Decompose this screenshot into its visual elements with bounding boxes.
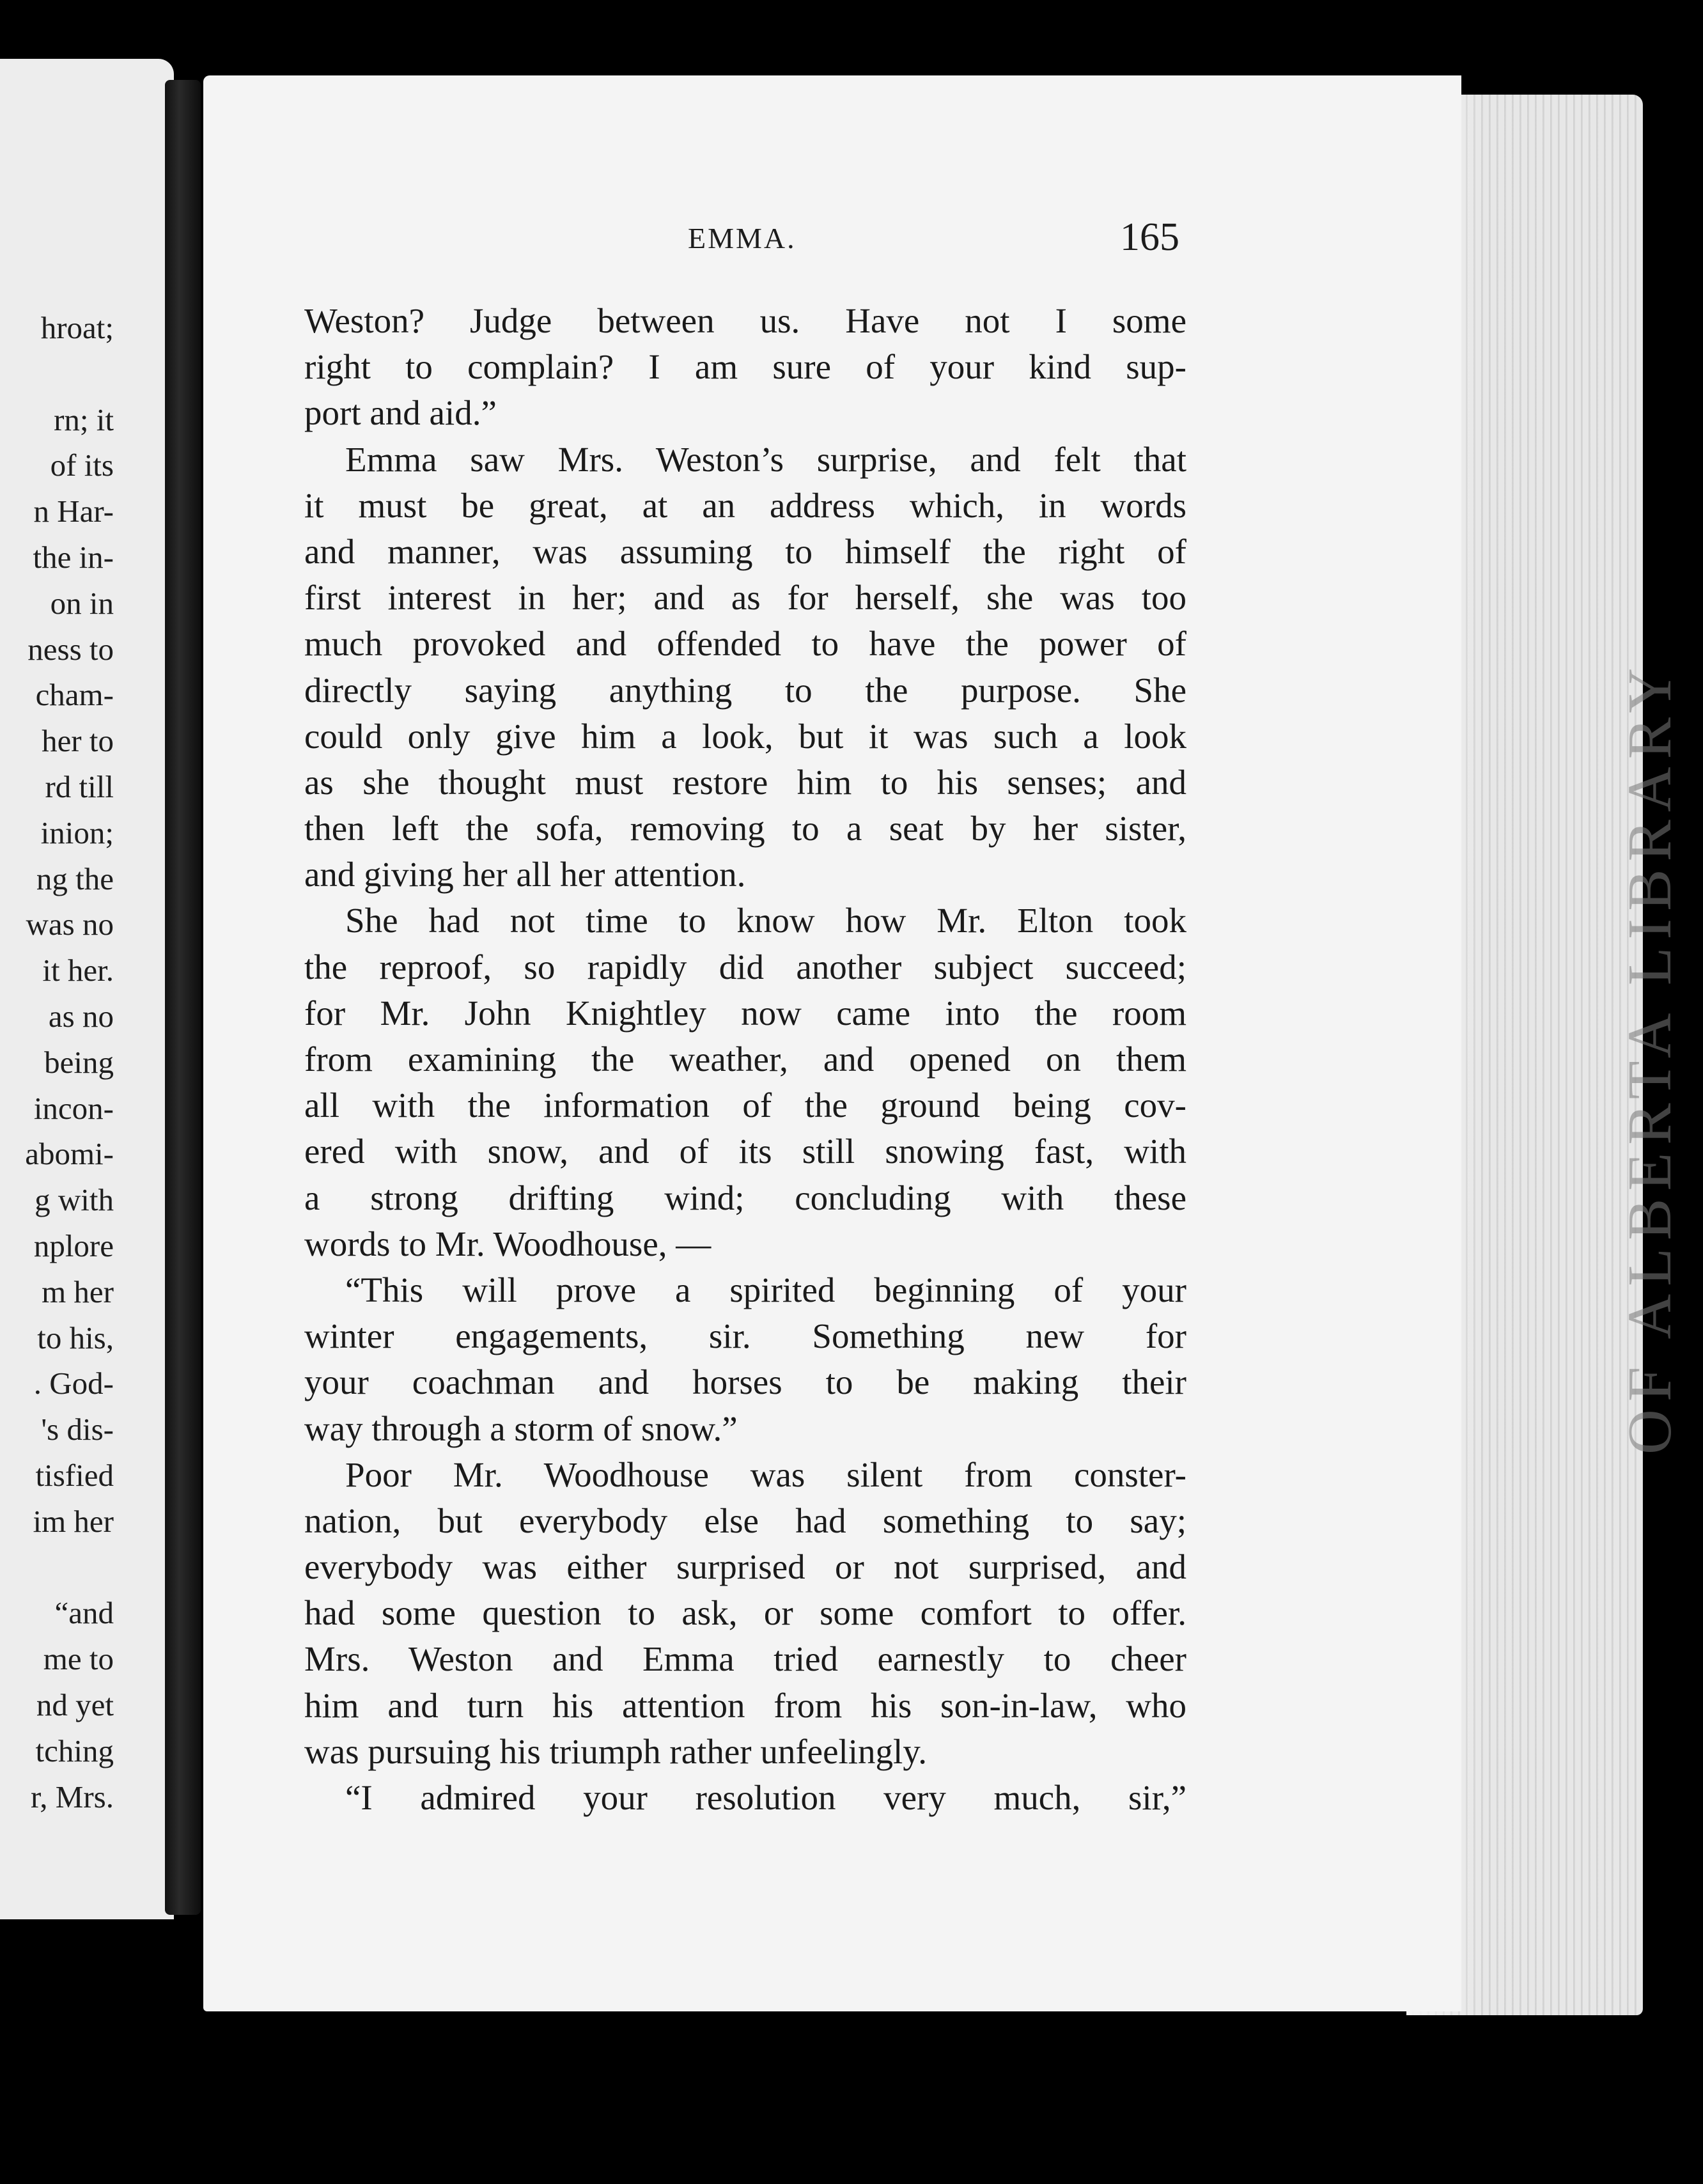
text-line: She had not time to know how Mr. Elton took <box>345 901 1186 940</box>
text-line: nation, but everybody else had something to say; <box>304 1501 1186 1540</box>
text-line: first interest in her; and as for herself, she was too <box>304 578 1186 618</box>
text-line: and manner, was assuming to himself the right of <box>304 531 1186 571</box>
left-page-line: tching <box>35 1733 114 1768</box>
text-line: everybody was either surprised or not surprised, and <box>304 1547 1186 1587</box>
left-page-line: ng the <box>36 861 114 896</box>
left-page-line: tisfied <box>35 1457 114 1493</box>
left-page-text <box>0 305 114 1820</box>
left-page-line: g with <box>35 1182 114 1218</box>
left-page-line: “and <box>54 1595 114 1631</box>
text-line: “This will prove a spirited beginning of your <box>345 1270 1186 1309</box>
page-number: 165 <box>1120 215 1179 259</box>
left-page-line: rd till <box>45 768 114 804</box>
text-line: way through a storm of snow.” <box>304 1408 738 1448</box>
text-line: Weston? Judge between us. Have not I some <box>304 301 1186 340</box>
left-page-fragment <box>0 59 174 1919</box>
text-line: was pursuing his triumph rather unfeelingly. <box>304 1731 928 1771</box>
left-page-line <box>0 1545 114 1591</box>
left-page-line: rn; it <box>54 402 114 437</box>
left-page-line: as no <box>48 998 114 1034</box>
text-line: directly saying anything to the purpose. She <box>304 670 1186 710</box>
book-gutter <box>165 80 201 1915</box>
left-page-line: inion; <box>40 815 114 850</box>
left-page-line: the in- <box>33 539 114 575</box>
left-page-line: incon- <box>33 1090 114 1126</box>
left-page-line: m her <box>42 1274 114 1309</box>
left-page-line: im her <box>33 1503 114 1539</box>
library-stamp: OF ALBERTA LIBRARY <box>1615 660 1684 1455</box>
text-line: “I admired your resolution very much, sir,” <box>345 1778 1186 1817</box>
left-page-line: . God- <box>33 1366 114 1401</box>
page-body-text <box>304 298 1186 1821</box>
text-line: Poor Mr. Woodhouse was silent from conster- <box>345 1455 1186 1494</box>
left-page-line: being <box>44 1044 114 1080</box>
text-line: it must be great, at an address which, in words <box>304 485 1186 525</box>
text-line: from examining the weather, and opened on them <box>304 1040 1186 1079</box>
text-line: winter engagements, sir. Something new for <box>304 1316 1186 1356</box>
left-page-line: me to <box>43 1641 114 1677</box>
text-line: for Mr. John Knightley now came into the room <box>304 993 1186 1033</box>
text-line: words to Mr. Woodhouse, — <box>304 1224 712 1263</box>
left-page-line: to his, <box>37 1320 114 1355</box>
left-page-line: her to <box>42 723 114 759</box>
text-line: a strong drifting wind; concluding with these <box>304 1178 1186 1217</box>
left-page-line: 's dis- <box>41 1412 114 1447</box>
left-page-line: abomi- <box>25 1136 114 1172</box>
left-page-line: of its <box>50 448 114 483</box>
left-page-line: nd yet <box>36 1687 114 1722</box>
left-page-line: ness to <box>27 631 114 667</box>
left-page-line: hroat; <box>40 310 114 345</box>
left-page-line: cham- <box>35 677 114 713</box>
text-line: as she thought must restore him to his senses; and <box>304 762 1186 802</box>
left-page-line: on in <box>50 585 114 621</box>
left-page-line: it her. <box>42 953 114 988</box>
left-page-line: nplore <box>33 1228 114 1263</box>
text-line: much provoked and offended to have the power of <box>304 624 1186 664</box>
running-head <box>0 215 1703 266</box>
text-line: port and aid.” <box>304 393 497 433</box>
text-line: could only give him a look, but it was such a look <box>304 716 1186 756</box>
text-line: him and turn his attention from his son-in-law, who <box>304 1685 1186 1725</box>
text-line: ered with snow, and of its still snowing fast, with <box>304 1132 1186 1171</box>
left-page-line: was no <box>26 907 114 942</box>
text-line: had some question to ask, or some comfort to offer. <box>304 1593 1186 1633</box>
left-page-line <box>0 351 114 397</box>
text-line: Emma saw Mrs. Weston’s surprise, and felt that <box>345 439 1186 479</box>
text-line: and giving her all her attention. <box>304 855 746 894</box>
text-line: then left the sofa, removing to a seat by her sister, <box>304 809 1186 848</box>
text-line: all with the information of the ground being cov- <box>304 1086 1186 1125</box>
text-line: Mrs. Weston and Emma tried earnestly to cheer <box>304 1639 1186 1679</box>
text-line: your coachman and horses to be making their <box>304 1362 1186 1402</box>
left-page-line: r, Mrs. <box>30 1779 114 1814</box>
text-line: right to complain? I am sure of your kind sup- <box>304 347 1186 387</box>
running-title: EMMA. <box>688 222 797 254</box>
text-line: the reproof, so rapidly did another subject succeed; <box>304 947 1186 987</box>
left-page-line: n Har- <box>33 494 114 529</box>
